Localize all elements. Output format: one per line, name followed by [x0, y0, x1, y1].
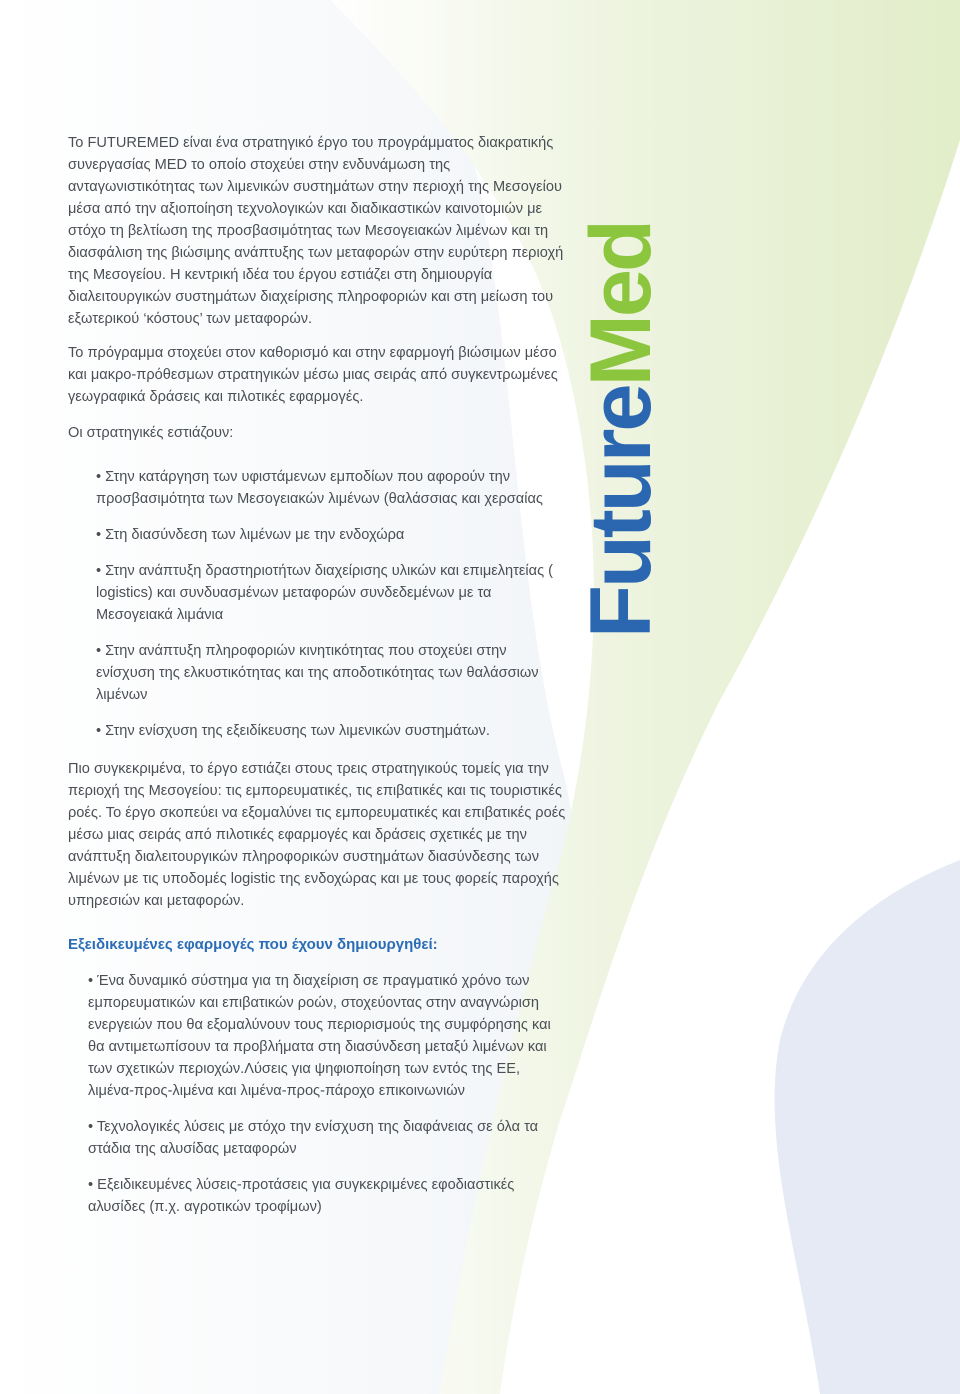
list-item: • Ένα δυναμικό σύστημα για τη διαχείριση σε πραγματικό χρόνο των εμπορευματικών και επιβατικών ροών, στοχεύοντας στην αναγνώριση ενεργειών που θα εξομαλύνουν τους περιορισμούς της συμφόρησης και θα αντιμετωπίσουν τα προβλήματα στη διασύνδεση μεταξύ λιμένων και των σχετικών περιοχών.Λύσεις για ψηφιοποίηση των εντός της ΕΕ, λιμένα-προς-λιμένα και λιμένα-προς-πάροχο επικοινωνιών — [88, 973, 551, 1099]
logo-future: Future — [573, 388, 669, 638]
list-item: • Στην κατάργηση των υφιστάμενων εμποδίων που αφορούν την προσβασιμότητα των Μεσογειακών λιμένων (θαλάσσιας και χερσαίας — [96, 469, 543, 507]
strategies-lead: Οι στρατηγικές εστιάζουν: — [68, 425, 234, 441]
applications-list — [68, 970, 568, 1218]
list-item: • Τεχνολογικές λύσεις με στόχο την ενίσχυση της διαφάνειας σε όλα τα στάδια της αλυσίδας μεταφορών — [88, 1119, 539, 1157]
applications-heading: Εξειδικευμένες εφαρμογές που έχουν δημιουργηθεί: — [68, 936, 438, 953]
list-item: • Στην ανάπτυξη πληροφοριών κινητικότητας που στοχεύει στην ενίσχυση της ελκυστικότητας και της αποδοτικότητας των θαλάσσιων λιμένων — [96, 643, 539, 703]
main-text — [68, 132, 568, 1218]
list-item: • Στην ανάπτυξη δραστηριοτήτων διαχείρισης υλικών και επιμελητείας ( logistics) και συνδυασμένων μεταφορών συνδεδεμένων με τα Μεσογειακά λιμάνια — [96, 563, 554, 623]
intro-paragraph-2: Το πρόγραμμα στοχεύει στον καθορισμό και στην εφαρμογή βιώσιμων μέσο και μακρο-πρόθεσμων στρατηγικών μέσω μιας σειράς από συγκεντρωμένες γεωγραφικά δράσεις και πιλοτικές εφαρμογές. — [68, 345, 558, 405]
logo-med: Med — [573, 223, 669, 387]
detail-paragraph: Πιο συγκεκριμένα, το έργο εστιάζει στους τρεις στρατηγικούς τομείς για την περιοχή της Μεσογείου: τις εμπορευματικές, τις επιβατικές και τις τουριστικές ροές. Το έργο σκοπεύει να εξομαλύνει τις εμπορευματικές και επιβατικές ροές μέσω μιας σειράς από πιλοτικές εφαρμογές και δράσεις σχετικές με την ανάπτυξη διαλειτουργικών πληροφορικών συστημάτων διασύνδεσης των λιμένων με τις υποδομές logistic της ενδοχώρας και με τους φορείς παροχής υπηρεσιών και μεταφορών. — [68, 761, 566, 909]
logo-text — [573, 222, 669, 638]
intro-paragraph-1: Το FUTUREMED είναι ένα στρατηγικό έργο του προγράμματος διακρατικής συνεργασίας MED το οποίο στοχεύει στην ενδυνάμωση της ανταγωνιστικότητας των λιμενικών συστημάτων στην περιοχή της Μεσογείου μέσα από την αξιοποίηση τεχνολογικών και διαδικαστικών καινοτομιών με στόχο τη βελτίωση της προσβασιμότητας των Μεσογειακών λιμένων και τη διασφάλιση της βιώσιμης ανάπτυξης των μεταφορών στην ευρύτερη περιοχή της Μεσογείου. Η κεντρική ιδέα του έργου εστιάζει στη δημιουργία διαλειτουργικών συστημάτων διαχείρισης πληροφοριών και στη μείωση του εξωτερικού ‘κόστους’ των μεταφορών. — [68, 135, 564, 327]
futuremed-logo — [573, 222, 669, 638]
strategies-list — [68, 466, 568, 742]
list-item: • Στη διασύνδεση των λιμένων με την ενδοχώρα — [96, 527, 405, 543]
list-item: • Στην ενίσχυση της εξειδίκευσης των λιμενικών συστημάτων. — [96, 723, 490, 739]
list-item: • Εξειδικευμένες λύσεις-προτάσεις για συγκεκριμένες εφοδιαστικές αλυσίδες (π.χ. αγροτικών τροφίμων) — [88, 1177, 515, 1215]
